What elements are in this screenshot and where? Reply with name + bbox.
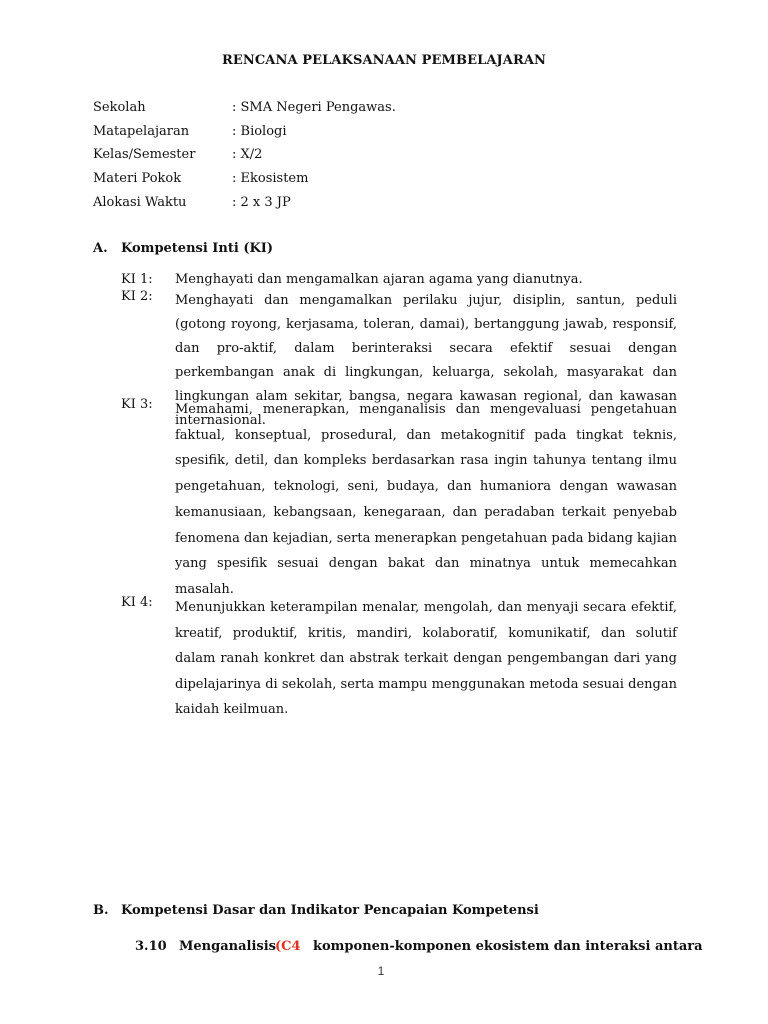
meta-value: : 2 x 3 JP [232,195,291,210]
ki-label: KI 1: [121,272,153,287]
meta-value: : X/2 [232,147,263,162]
ki-text: Menghayati dan mengamalkan perilaku jujur, disiplin, santun, peduli (gotong royong, kerjasama, toleran, damai), bertanggung jawab, responsif, dan pro-aktif, dalam berinteraksi secara efektif sesuai dengan perkembangan anak di lingkungan, keluarga, sekolah, masyarakat dan lingkungan alam sekitar, bangsa, negara kawasan regional, dan kawasan internasional. [175,293,677,428]
ki-label: KI 4: [121,595,153,610]
kd-description: komponen-komponen ekosistem dan interaksi antara [313,939,703,954]
ki-label: KI 3: [121,397,153,412]
section-title: Kompetensi Dasar dan Indikator Pencapaian Kompetensi [121,903,539,918]
section-letter: A. [93,241,108,256]
page-number: 1 [377,964,385,978]
meta-label: Matapelajaran [93,124,190,139]
meta-value: : Biologi [232,124,287,139]
section-letter: B. [93,903,109,918]
ki-text: Menunjukkan keterampilan menalar, mengolah, dan menyaji secara efektif, kreatif, produktif, kritis, mandiri, kolaboratif, komunikatif, dan solutif dalam ranah konkret dan abstrak terkait dengan pengembangan dari yang dipelajarinya di sekolah, serta mampu menggunakan metoda sesuai dengan kaidah keilmuan. [175,600,677,717]
meta-value: : SMA Negeri Pengawas. [232,100,396,115]
meta-value: : Ekosistem [232,171,309,186]
ki-label: KI 2: [121,289,153,304]
ki-text: Memahami, menerapkan, menganalisis dan mengevaluasi pengetahuan faktual, konseptual, prosedural, dan metakognitif pada tingkat teknis, spesifik, detil, dan kompleks berdasarkan rasa ingin tahunya tentang ilmu pengetahuan, teknologi, seni, budaya, dan humaniora dengan wawasan kemanusiaan, kebangsaan, kenegaraan, dan peradaban terkait penyebab fenomena dan kejadian, serta menerapkan pengetahuan pada bidang kajian yang spesifik sesuai dengan bakat dan minatnya untuk memecahkan masalah. [175,402,677,597]
kd-verb: Menganalisis [179,939,276,954]
meta-label: Materi Pokok [93,171,182,186]
section-title: Kompetensi Inti (KI) [121,241,273,256]
kd-cognitive-level: (C4 [275,939,301,954]
meta-label: Alokasi Waktu [93,195,187,210]
document-title: RENCANA PELAKSANAAN PEMBELAJARAN [221,53,547,68]
kd-number: 3.10 [135,939,167,954]
ki-text: Menghayati dan mengamalkan ajaran agama yang dianutnya. [175,272,583,287]
meta-label: Sekolah [93,100,146,115]
meta-label: Kelas/Semester [93,147,196,162]
